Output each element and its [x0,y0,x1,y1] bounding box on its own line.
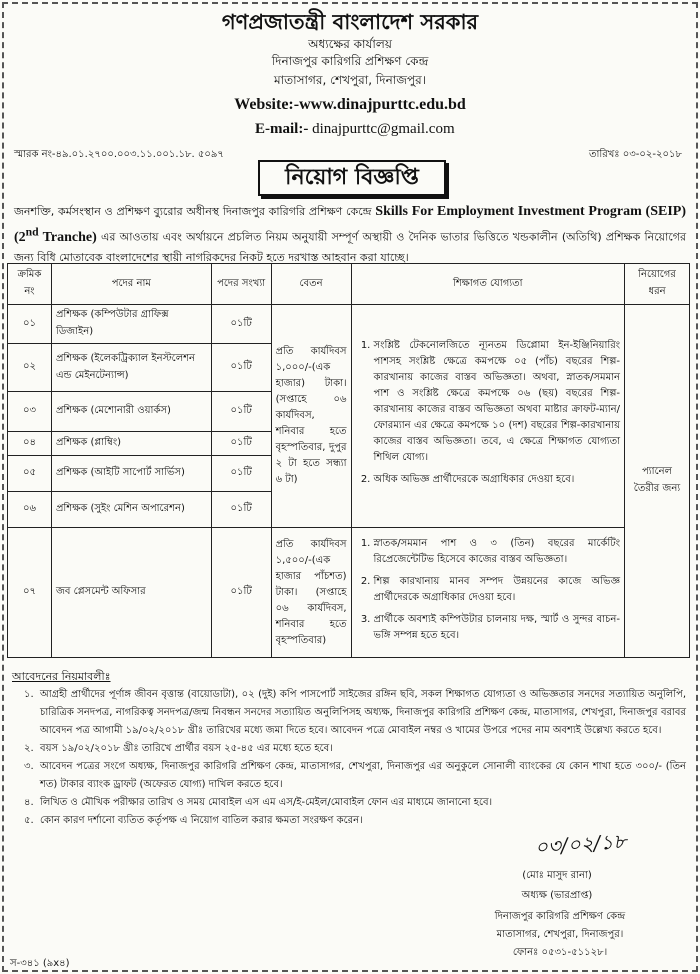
vacancy-table [7,263,690,658]
footer-reference: স-৩৪১ (৯x৪) [10,958,70,969]
intro-paragraph [14,202,686,268]
rule-item: ২. বয়স ১৯/০২/২০১৮ খ্রীঃ তারিখে প্রার্থীর বয়স ২৫-৪৫ এর মধ্যে হতে হবে। [24,743,333,754]
salary-trainer: প্রতি কার্যদিবস ১,০০০/-(এক হাজার) টাকা। (সপ্তাহে ০৬ কার্যদিবস, শনিবার হতে বৃহস্পতিবার, দুপুর ২ টা হতে সন্ধ্যা ৬ টা) [271,305,351,528]
signatory-designation: অধ্যক্ষ (ভারপ্রাপ্ত) [521,890,593,901]
signatory-name: (মোঃ মাসুদ রানা) [522,870,592,881]
email-link[interactable]: dinajpurttc@gmail.com [308,121,455,137]
signatory-institute: দিনাজপুর কারিগরি প্রশিক্ষণ কেন্দ্র [494,911,626,922]
notice-title: নিয়োগ বিজ্ঞপ্তি [258,160,446,196]
header-salary: বেতন [271,264,351,305]
email-line [255,121,455,138]
qualification-trainer [351,305,624,528]
salary-job-placement: প্রতি কার্যদিবস ১,৫০০/-(এক হাজার পাঁচশত) টাকা। (সপ্তাহে ০৬ কার্যদিবস, শনিবার হতে বৃহস্পতিবার) [271,528,351,658]
row-post: প্রশিক্ষক (আইটি সাপোর্ট সার্ভিস) [51,456,211,492]
rule-item: ৪. লিখিত ও মৌখিক পরীক্ষার তারিখ ও সময় মোবাইল এস এম এস/ই-মেইল/মোবাইল ফোন এর মাধ্যমে জানানো হবে। [24,797,493,808]
email-label: E-mail:- [255,121,309,137]
rules-heading: আবেদনের নিয়মাবলীঃ [12,670,111,683]
memo-number: স্মারক নং-৪৯.০১.২৭০০.০০৩.১১.০০১.১৮. ৫০৯৭ [14,149,224,160]
qualification-item: 1. সংশ্লিষ্ট টেকনোলজিতে ন্যূনতম ডিপ্লোমা ইন-ইঞ্জিনিয়ারিং পাশসহ সংশ্লিষ্ট ক্ষেত্রে কমপক্ষে ০৫ (পাঁচ) বছরের শিল্প-কারখানায় কাজের বাস্তব অভিজ্ঞতা। অথবা, স্নাতক/সমমান পাশ ও সংশ্লিষ্ট ক্ষেত্রে কমপক্ষে ০৬ (ছয়) বছরের শিল্প-কারখানায় কাজের বাস্তব অভিজ্ঞতা অথবা মাষ্টার ক্রাফট-ম্যান/ফোরম্যান এর ক্ষেত্রে কমপক্ষে ১০ (দশ) বছরের শিল্প-কারখানায় কাজের বাস্তব অভিজ্ঞতা। তবে, এ ক্ষেত্রে শিক্ষাগত যোগ্যতা শিথিল যোগ্য। [374,338,620,466]
row-count: ০১টি [211,456,271,492]
notice-date: তারিখঃ ০৩-০২-২০১৮ [588,149,682,160]
row-post: জব প্লেসমেন্ট অফিসার [51,528,211,658]
intro-text-2: এর আওতায় এবং অর্থায়নে প্রচলিত নিয়ম অনুযায়ী সম্পূর্ণ অস্থায়ী ও দৈনিক ভাতার ভিত্তিতে খন্ডকালীন (অতিথি) প্রশিক্ষক নিয়োগের জন্য বিধি মোতাবেক বাংলাদেশের স্থায়ী নাগরিকদের নিকট হতে দরখাস্ত আহবান করা যাচ্ছে। [14,230,686,264]
website-link[interactable]: Website:-www.dinajpurttc.edu.bd [234,96,466,113]
office-name: অধ্যক্ষের কার্যালয় [308,37,392,51]
qualification-item: 1. স্নাতক/সমমান পাশ ও ৩ (তিন) বছরের মার্কেটিং রিপ্রেজেন্টেটিভ হিসেবে কাজের বাস্তব অভিজ্ঞতা। [374,536,620,568]
header-serial: ক্রমিক নং [8,264,52,305]
table-header-row [8,264,690,305]
table-row [8,305,690,344]
row-count: ০১টি [211,492,271,528]
row-post: প্রশিক্ষক (মেশোনারী ওয়ার্কস) [51,392,211,432]
row-serial: ০৭ [8,528,52,658]
rule-item: ১. আগ্রহী প্রার্থীদের পূর্ণাঙ্গ জীবন বৃত্তান্ত (বায়োডাটা), ০২ (দুই) কপি পাসপোর্ট সাইজের রঙ্গিন ছবি, সকল শিক্ষাগত যোগ্যতা ও অভিজ্ঞতার সনদের সত্যায়িত অনুলিপি, চারিত্রিক সনদপত্র, নাগরিকত্ব সনদপত্র/জন্ম নিবন্ধন সনদের সত্যায়িত অনুলিপিসহ অধ্যক্ষ, দিনাজপুর কারিগরি প্রশিক্ষণ কেন্দ্র, মাতাসাগর, শেখপুরা, দিনাজপুর বরাবর আবেদন পত্র আগামী ১৯/০২/২০১৮ খ্রীঃ তারিখের মধ্যে জমা দিতে হবে। আবেদন পত্রে মোবাইল নম্বর ও খামের উপরে পদের নাম অবশ্যই উল্লেখ্য করতে হবে। [24,689,686,736]
row-post: প্রশিক্ষক (ইলেকট্রিক্যাল ইনস্টলেশন এন্ড মেইনটেন্যান্স) [51,344,211,392]
row-count: ০১টি [211,432,271,456]
signatory-office [440,908,680,962]
row-serial: ০৫ [8,456,52,492]
header-count: পদের সংখ্যা [211,264,271,305]
intro-program-name: Skills For Employment Investment Program (SEIP) (2nd Tranche) [14,204,687,245]
row-count: ০১টি [211,528,271,658]
rule-item: ৫. কোন কারণ দর্শানো ব্যতিত কর্তৃপক্ষ এ নিয়োগ বাতিল করার ক্ষমতা সংরক্ষণ করেন। [24,815,363,826]
row-serial: ০৬ [8,492,52,528]
signatory-address: মাতাসাগর, শেখপুরা, দিনাজপুর। [496,929,624,940]
row-post: প্রশিক্ষক (প্লাম্বিং) [51,432,211,456]
qualification-item: 2. অধিক অভিজ্ঞ প্রার্থীদেরকে অগ্রাধিকার দেওয়া হবে। [374,472,620,488]
rules-list [10,686,686,830]
row-post: প্রশিক্ষক (সুইং মেশিন অপারেশন) [51,492,211,528]
row-count: ০১টি [211,344,271,392]
row-serial: ০১ [8,305,52,344]
header-type: নিয়োগের ধরন [625,264,690,305]
row-serial: ০২ [8,344,52,392]
government-title: গণপ্রজাতন্ত্রী বাংলাদেশ সরকার [221,10,479,34]
row-count: ০১টি [211,305,271,344]
signatory-phone: ফোনঃ ০৫৩১-৫১১২৮। [512,947,608,958]
row-post: প্রশিক্ষক (কম্পিউটার গ্রাফিক্স ডিজাইন) [51,305,211,344]
rule-item: ৩. আবেদন পত্রের সংগে অধ্যক্ষ, দিনাজপুর কারিগরি প্রশিক্ষণ কেন্দ্র, মাতাসাগর, শেখপুরা, দিনাজপুর এর অনুকুলে সোনালী ব্যাংকের যে কোন শাখা হতে ৩০০/- (তিন শত) টাকার ব্যাংক ড্রাফট (অফেরত যোগ্য) দাখিল করতে হবে। [24,761,686,790]
handwritten-signature: ০৩/০২/১৮ [534,828,628,860]
qualification-item: 2. শিল্প কারখানায় মানব সম্পদ উন্নয়নের কাজে অভিজ্ঞ প্রার্থীদেরকে অগ্রাধিকার দেওয়া হবে। [374,574,620,606]
institute-address: মাতাসাগর, শেখপুরা, দিনাজপুর। [274,73,426,87]
institute-name: দিনাজপুর কারিগরি প্রশিক্ষণ কেন্দ্র [271,54,429,68]
header-post: পদের নাম [51,264,211,305]
qualification-job-placement [351,528,624,658]
row-count: ০১টি [211,392,271,432]
table-row [8,528,690,658]
row-serial: ০৪ [8,432,52,456]
intro-text-1: জনশক্তি, কর্মসংস্থান ও প্রশিক্ষণ ব্যুরোর অধীনস্থ দিনাজপুর কারিগরি প্রশিক্ষণ কেন্দ্রে [14,205,376,218]
header-qualification: শিক্ষাগত যোগ্যতা [351,264,624,305]
row-serial: ০৩ [8,392,52,432]
qualification-item: 3. প্রার্থীকে অবশ্যই কম্পিউটার চালনায় দক্ষ, স্মার্ট ও সুন্দর বাচন-ভঙ্গি সম্পন্ন হতে হবে। [374,612,620,644]
appointment-type: প্যানেল তৈরীর জন্য [625,305,690,658]
